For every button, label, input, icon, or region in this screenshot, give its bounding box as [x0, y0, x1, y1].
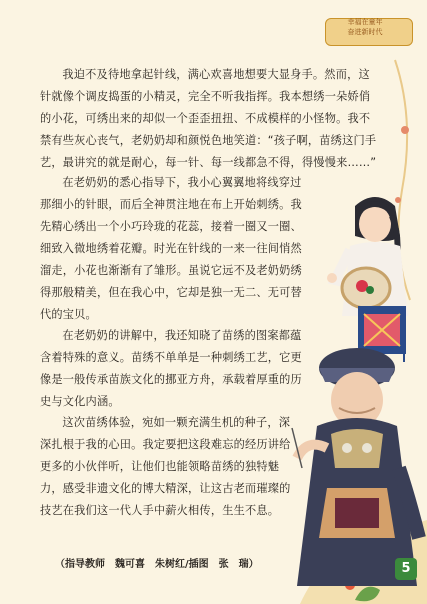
paragraph-4-text: 这次苗绣体验，宛如一颗充满生机的种子，深深扎根于我的心田。我定要把这段难忘的经历讲给更多的小伙伴听，让他们也能领略苗绣的独特魅力，感受非遗文化的博大精深，让这古老而璀璨的技艺在我们这一代人手中薪火相传，生生不息。: [40, 416, 291, 517]
paragraph-1: [40, 64, 380, 174]
page-number: 5: [395, 558, 417, 580]
paragraph-2: [40, 172, 310, 326]
paragraph-3-text: 在老奶奶的讲解中，我还知晓了苗绣的图案都蕴含着特殊的意义。苗绣不单单是一种刺绣工艺，它更像是一般传承苗族文化的挪亚方舟，承载着厚重的历史与文化内涵。: [40, 329, 302, 408]
paragraph-1-text: 我迫不及待地拿起针线，满心欢喜地想要大显身手。然而，这针就像个调皮捣蛋的小精灵，完全不听我指挥。我本想绣一朵娇俏的小花，可绣出来的却似一个歪歪扭扭、不成模样的小怪物。我不禁有些灰心丧气，老奶奶却和颜悦色地笑道：“孩子啊，苗绣这门手艺，最讲究的就是耐心，每一针、每一线都急不得，得慢慢来……”: [40, 68, 377, 169]
header-line-2: 奋进新时代: [347, 28, 383, 36]
paragraph-3: [40, 325, 310, 413]
grandmother-miao-illustration: [287, 338, 427, 588]
credit-line: （指导教师 魏可喜 朱树红/插图 张 瑞）: [55, 559, 259, 570]
header-banner: [319, 14, 411, 48]
header-line-1: 幸福在童年: [347, 18, 383, 26]
paragraph-4: [40, 412, 295, 522]
paragraph-2-text: 在老奶奶的悉心指导下，我小心翼翼地将线穿过那细小的针眼，而后全神贯注地在布上开始刺绣。我先精心绣出一个小巧玲珑的花蕊，接着一圈又一圈、细致入微地绣着花瓣。时光在针线的一来一往间悄然溜走，小花也渐渐有了雏形。虽说它远不及老奶奶绣得那般精美，但在我心中，它却是独一无二、无可替代的宝贝。: [40, 176, 302, 321]
